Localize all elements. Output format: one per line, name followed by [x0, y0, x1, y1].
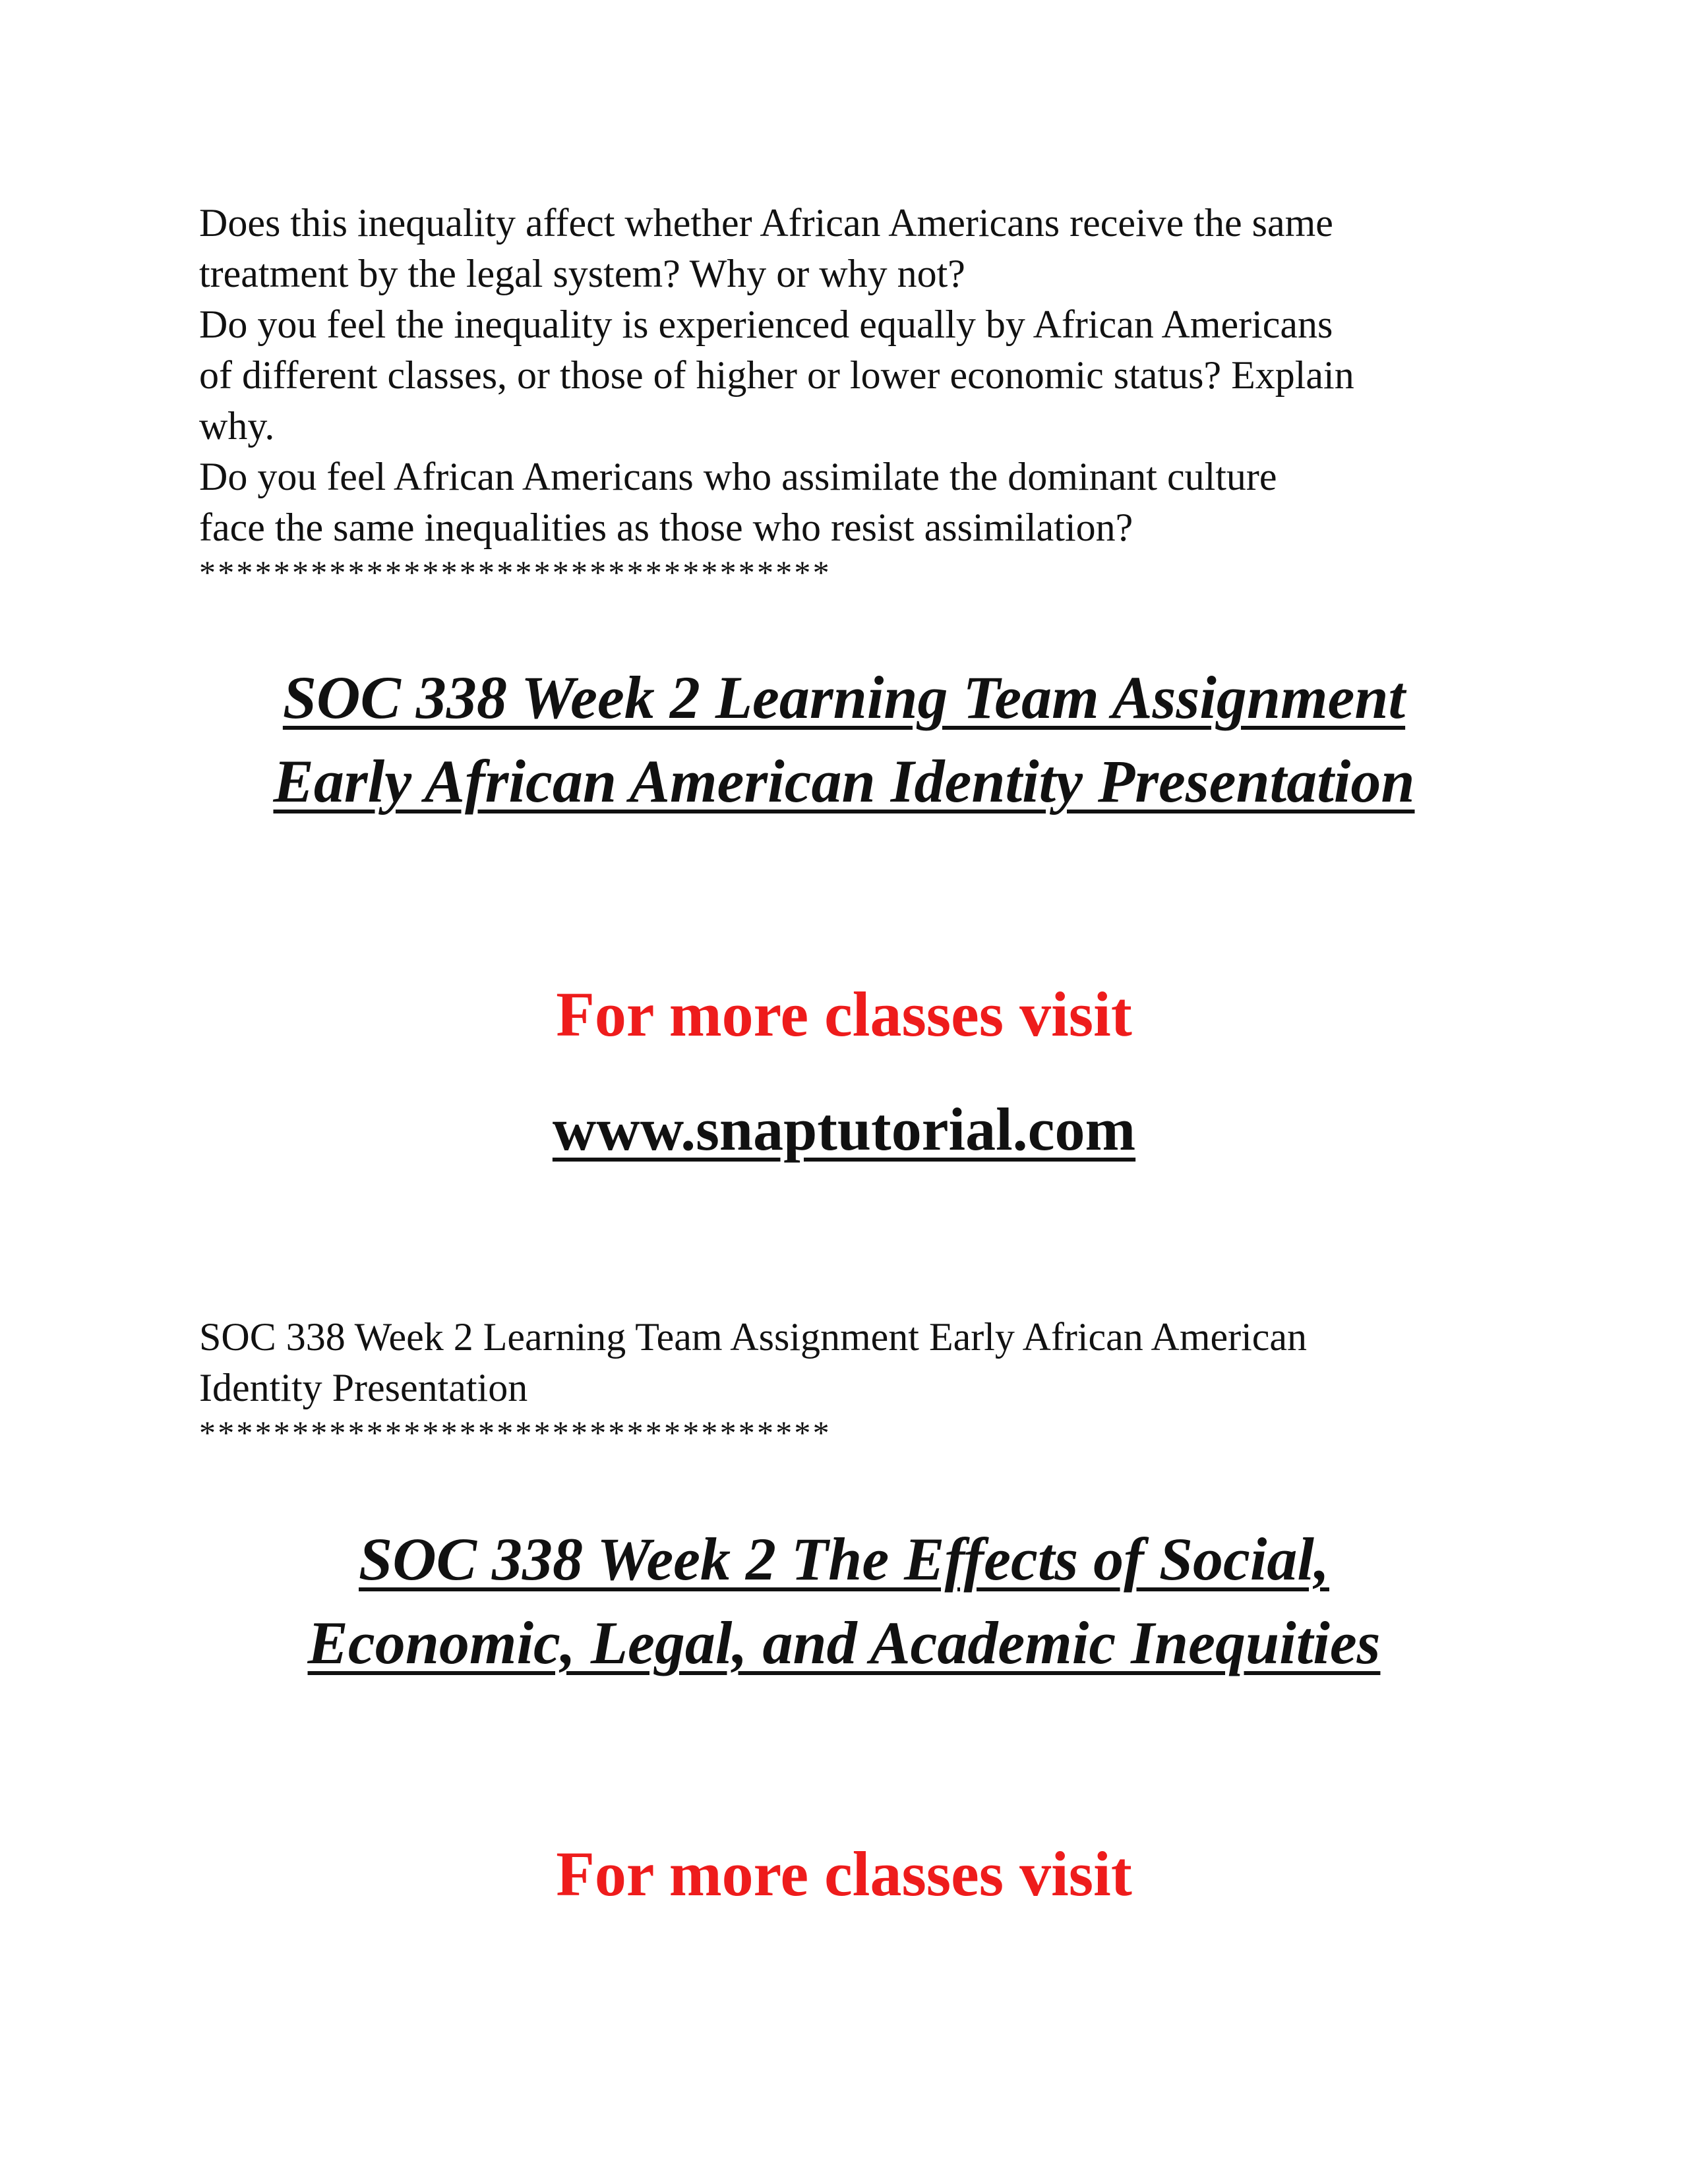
section1-title: [0, 656, 1688, 823]
separator-stars: **********************************: [199, 1414, 831, 1451]
section2-promo-text: For more classes visit: [556, 1839, 1132, 1909]
section1-title-line: SOC 338 Week 2 Learning Team Assignment: [282, 664, 1406, 731]
snaptutorial-link[interactable]: www.snaptutorial.com: [552, 1096, 1136, 1163]
section1-promo-text: For more classes visit: [556, 979, 1132, 1049]
section2-title: [0, 1518, 1688, 1685]
intro-line: Does this inequality affect whether African Americans receive the same: [199, 201, 1333, 245]
description-line: SOC 338 Week 2 Learning Team Assignment Early African American: [199, 1315, 1308, 1359]
separator-stars: **********************************: [199, 554, 831, 591]
intro-line: Do you feel African Americans who assimilate the dominant culture: [199, 455, 1277, 498]
intro-line: Do you feel the inequality is experienced equally by African Americans: [199, 303, 1333, 346]
description-line: Identity Presentation: [199, 1366, 528, 1409]
section1-title-line: Early African American Identity Presentation: [273, 748, 1415, 815]
section1-description: [199, 1312, 1518, 1449]
intro-text-block: [199, 198, 1518, 589]
section1-promo-link-wrapper: [0, 1093, 1688, 1166]
intro-line: why.: [199, 404, 275, 448]
section2-title-line: SOC 338 Week 2 The Effects of Social,: [359, 1525, 1329, 1593]
intro-line: treatment by the legal system? Why or why not?: [199, 252, 965, 295]
intro-line: of different classes, or those of higher or lower economic status? Explain: [199, 353, 1354, 397]
intro-line: face the same inequalities as those who resist assimilation?: [199, 506, 1133, 549]
section2-title-line: Economic, Legal, and Academic Inequities: [307, 1609, 1381, 1676]
